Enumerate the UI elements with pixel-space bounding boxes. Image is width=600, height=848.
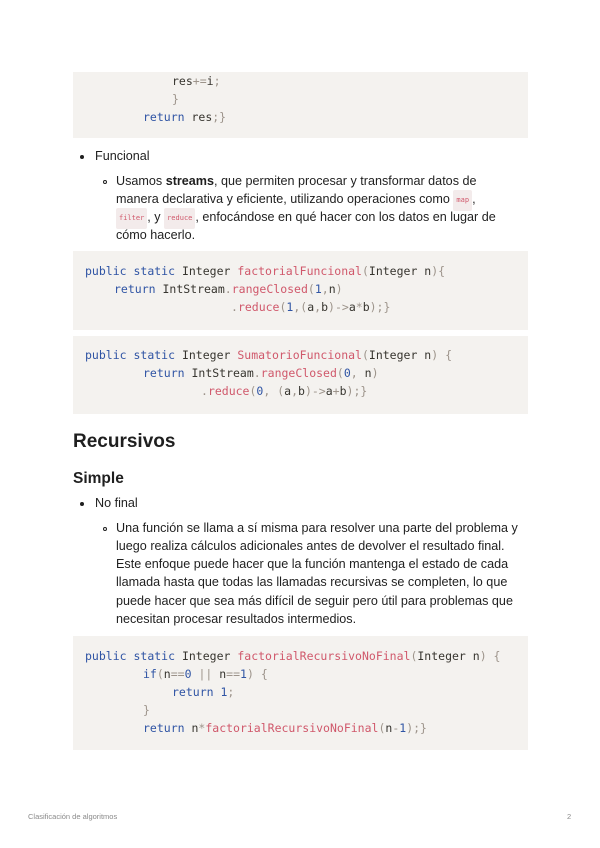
code-line: public static Integer SumatorioFuncional(Integer n) {: [85, 348, 452, 362]
code-line: .reduce(1,(a,b)->a*b);}: [231, 300, 391, 314]
streams-bold: streams: [165, 174, 214, 188]
nofinal-desc-line: puede hacer que sea más difícil de seguir pero útil para problemas que: [116, 594, 513, 608]
code-line: res+=i;: [172, 74, 221, 88]
nofinal-desc-line: Este enfoque puede hacer que la función mantenga el estado de cada: [116, 557, 509, 571]
code-line: return 1;: [172, 685, 235, 699]
funcional-desc-line1: Usamos streams, que permiten procesar y transformar datos de: [116, 174, 477, 188]
nofinal-desc-line: Una función se llama a sí misma para resolver una parte del problema y: [116, 521, 518, 535]
code-block-factorial-recursivo: [73, 636, 528, 750]
footer-page-number: 2: [567, 812, 572, 821]
heading-recursivos: Recursivos: [73, 431, 176, 452]
funcional-desc-line4: cómo hacerlo.: [116, 228, 196, 242]
code-line: return n*factorialRecursivoNoFinal(n-1);}: [143, 721, 427, 735]
heading-simple: Simple: [73, 470, 124, 487]
code-line: }: [172, 92, 179, 106]
bullet-dot: [80, 502, 84, 506]
sub-bullet-circle: [103, 527, 107, 531]
code-line: public static Integer factorialFuncional(Integer n){: [85, 264, 446, 278]
bullet-dot: [80, 155, 84, 159]
code-block-factorial-funcional: [73, 251, 528, 330]
code-line: return IntStream.rangeClosed(1,n): [114, 282, 343, 296]
code-line: .reduce(0, (a,b)->a+b);}: [201, 384, 368, 398]
footer-title: Clasificación de algoritmos: [28, 812, 118, 821]
nofinal-desc-line: luego realiza cálculos adicionales antes de devolver el resultado final.: [116, 539, 505, 553]
inline-code-reduce: reduce: [164, 208, 195, 229]
code-line: public static Integer factorialRecursivoNoFinal(Integer n) {: [85, 649, 501, 663]
inline-code-filter: filter: [116, 208, 147, 229]
funcional-desc-line2: manera declarativa y eficiente, utilizando operaciones como map ,: [116, 190, 476, 211]
funcional-desc-line3: filter , y reduce , enfocándose en qué hacer con los datos en lugar de: [116, 208, 496, 229]
bullet-nofinal-label: No final: [95, 496, 138, 510]
bullet-funcional-label: Funcional: [95, 149, 150, 163]
code-block-sumatorio-funcional: [73, 336, 528, 414]
nofinal-desc-line: llamada hasta que todas las llamadas recursivas se completen, lo que: [116, 575, 508, 589]
code-line: if(n==0 || n==1) {: [143, 667, 268, 681]
sub-bullet-circle: [103, 180, 107, 184]
code-block-loop-end: [73, 72, 528, 138]
code-line: return IntStream.rangeClosed(0, n): [143, 366, 379, 380]
inline-code-map: map: [453, 190, 472, 211]
code-line: }: [143, 703, 150, 717]
code-line: return res;}: [143, 110, 227, 124]
nofinal-desc-line: necesitan procesar resultados intermedios.: [116, 612, 357, 626]
